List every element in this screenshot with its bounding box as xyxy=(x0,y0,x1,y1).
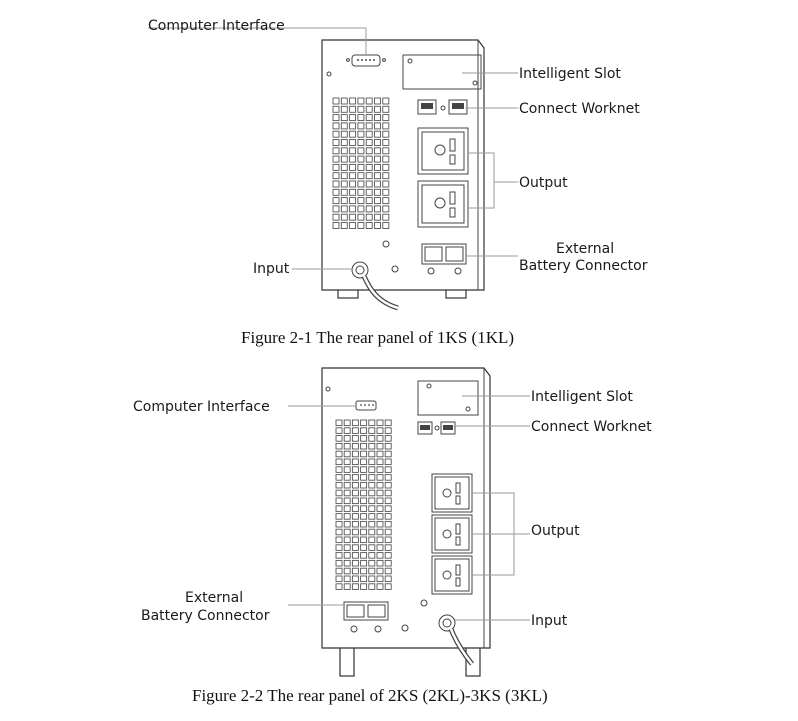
label-battery-connector-2: Battery Connector xyxy=(141,608,270,624)
label-external-2: External xyxy=(185,590,244,606)
figure-2-caption: Figure 2-2 The rear panel of 2KS (2KL)-3KS (3KL) xyxy=(192,686,548,705)
label-battery-connector: Battery Connector xyxy=(519,258,648,274)
figure-1-unit xyxy=(322,40,484,308)
figure-1-caption: Figure 2-1 The rear panel of 1KS (1KL) xyxy=(241,328,515,347)
label-output: Output xyxy=(519,175,568,191)
figure-2-unit xyxy=(322,368,490,676)
label-output-2: Output xyxy=(531,523,580,539)
label-computer-interface: Computer Interface xyxy=(148,18,285,34)
label-intelligent-slot: Intelligent Slot xyxy=(519,66,621,82)
label-external: External xyxy=(556,241,615,257)
label-intelligent-slot-2: Intelligent Slot xyxy=(531,389,633,405)
label-input-2: Input xyxy=(531,613,568,629)
label-connect-worknet-2: Connect Worknet xyxy=(531,419,652,435)
label-input: Input xyxy=(253,261,290,277)
label-connect-worknet: Connect Worknet xyxy=(519,101,640,117)
label-computer-interface-2: Computer Interface xyxy=(133,399,270,415)
